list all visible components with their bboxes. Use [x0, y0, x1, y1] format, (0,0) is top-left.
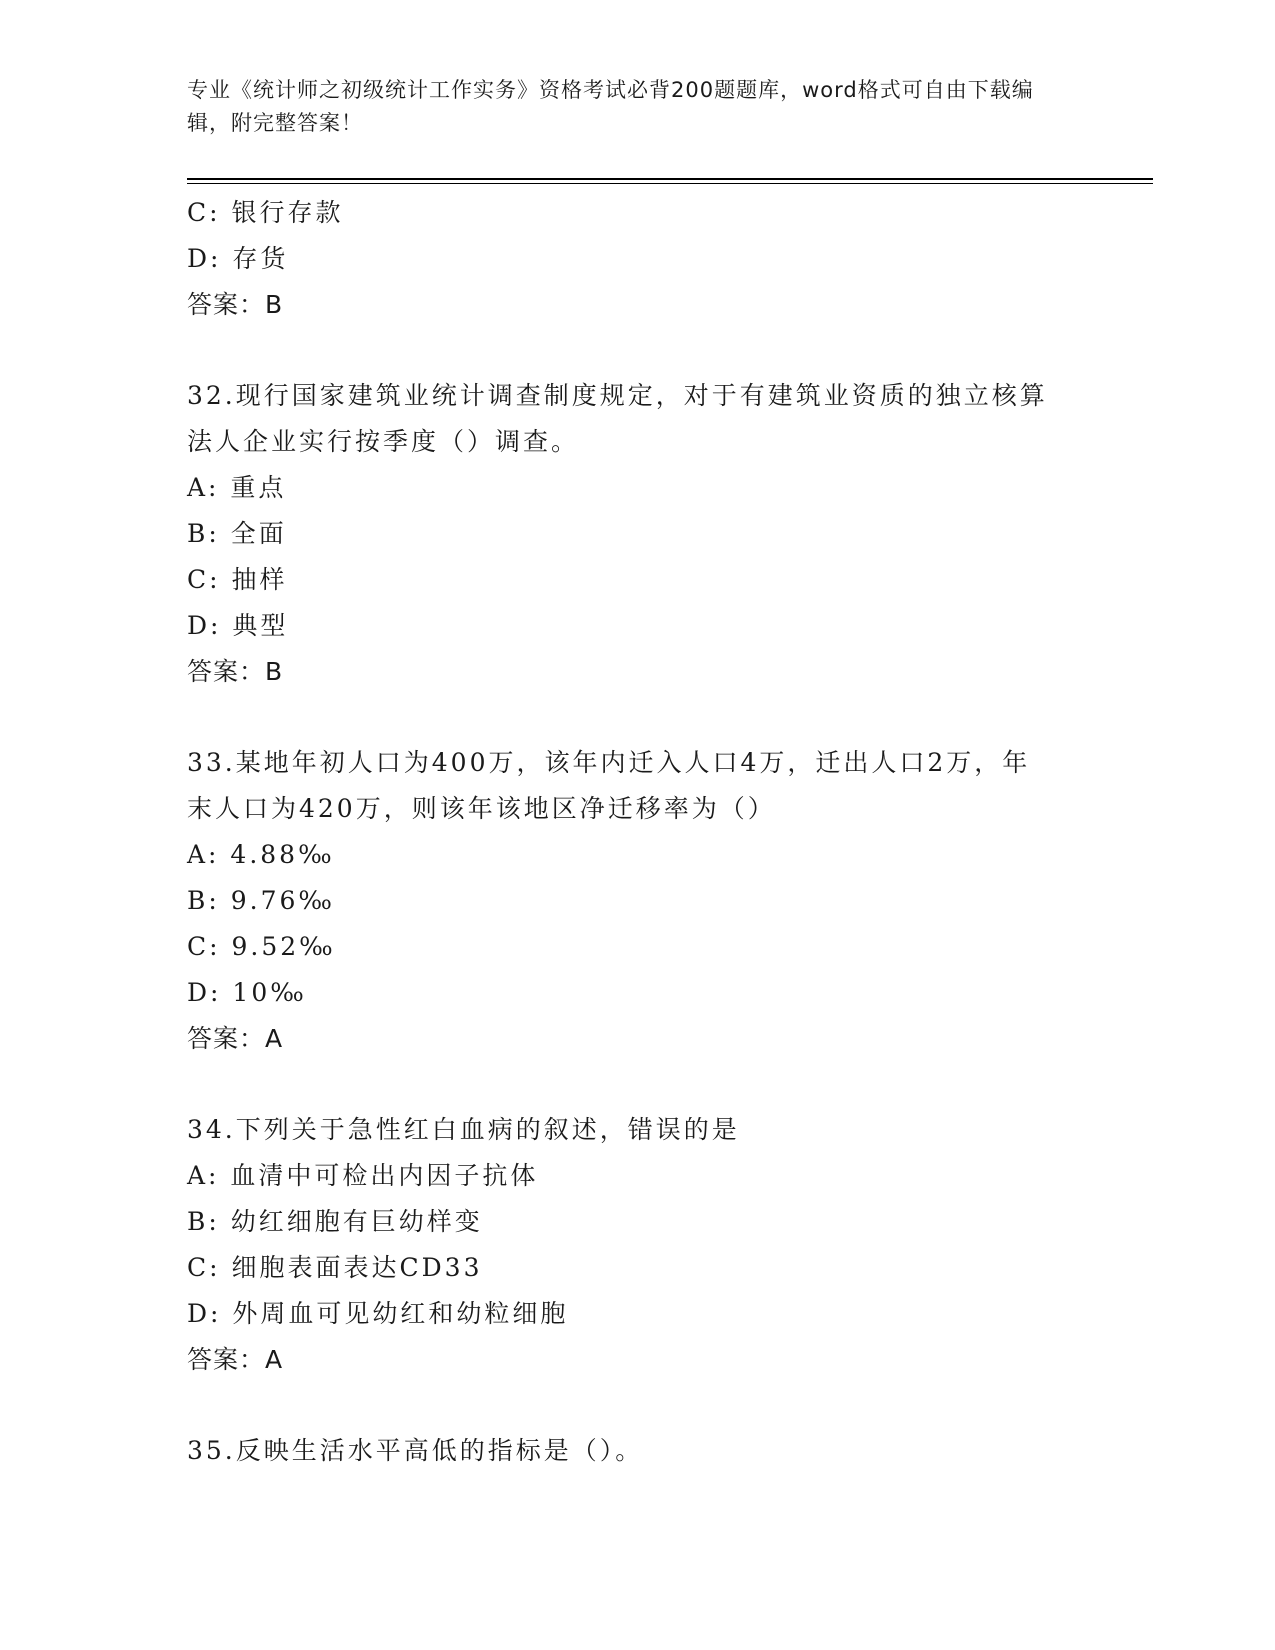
question-stem-line: 末人口为420万，则该年该地区净迁移率为（） — [187, 794, 776, 823]
question-stem-line: 32.现行国家建筑业统计调查制度规定，对于有建筑业资质的独立核算 — [187, 381, 1048, 410]
question-34 — [187, 1107, 1087, 1383]
question-stem-line: 34.下列关于急性红白血病的叙述，错误的是 — [187, 1115, 740, 1144]
option-d: D: 典型 — [187, 611, 289, 640]
option-a: A: 血清中可检出内因子抗体 — [187, 1161, 539, 1190]
answer-line: 答案：A — [187, 1024, 284, 1053]
question-list — [187, 190, 1087, 1474]
question-stem-line: 法人企业实行按季度（）调查。 — [187, 427, 580, 456]
question-stem-line: 33.某地年初人口为400万，该年内迁入人口4万，迁出人口2万，年 — [187, 748, 1031, 777]
question-32 — [187, 373, 1087, 695]
option-d: D: 外周血可见幼红和幼粒细胞 — [187, 1299, 569, 1328]
question-33 — [187, 740, 1087, 1062]
option-b: B: 全面 — [187, 519, 287, 548]
option-b: B: 9.76‰ — [187, 886, 335, 915]
option-c: C: 银行存款 — [187, 198, 344, 227]
option-a: A: 重点 — [187, 473, 287, 502]
answer-line: 答案：B — [187, 290, 284, 319]
option-d: D: 10‰ — [187, 978, 307, 1007]
answer-line: 答案：A — [187, 1345, 284, 1374]
option-c: C: 细胞表面表达CD33 — [187, 1253, 483, 1282]
header-divider-thin — [187, 183, 1153, 184]
option-a: A: 4.88‰ — [187, 840, 335, 869]
question-31-tail — [187, 190, 1087, 328]
question-35 — [187, 1428, 1087, 1474]
header-divider — [187, 178, 1153, 180]
question-stem-line: 35.反映生活水平高低的指标是（）。 — [187, 1436, 644, 1465]
option-d: D: 存货 — [187, 244, 289, 273]
option-b: B: 幼红细胞有巨幼样变 — [187, 1207, 483, 1236]
document-header: 专业《统计师之初级统计工作实务》资格考试必背200题题库，word格式可自由下载编辑，附完整答案！ — [187, 78, 1034, 135]
option-c: C: 9.52‰ — [187, 932, 336, 961]
answer-line: 答案：B — [187, 657, 284, 686]
option-c: C: 抽样 — [187, 565, 288, 594]
